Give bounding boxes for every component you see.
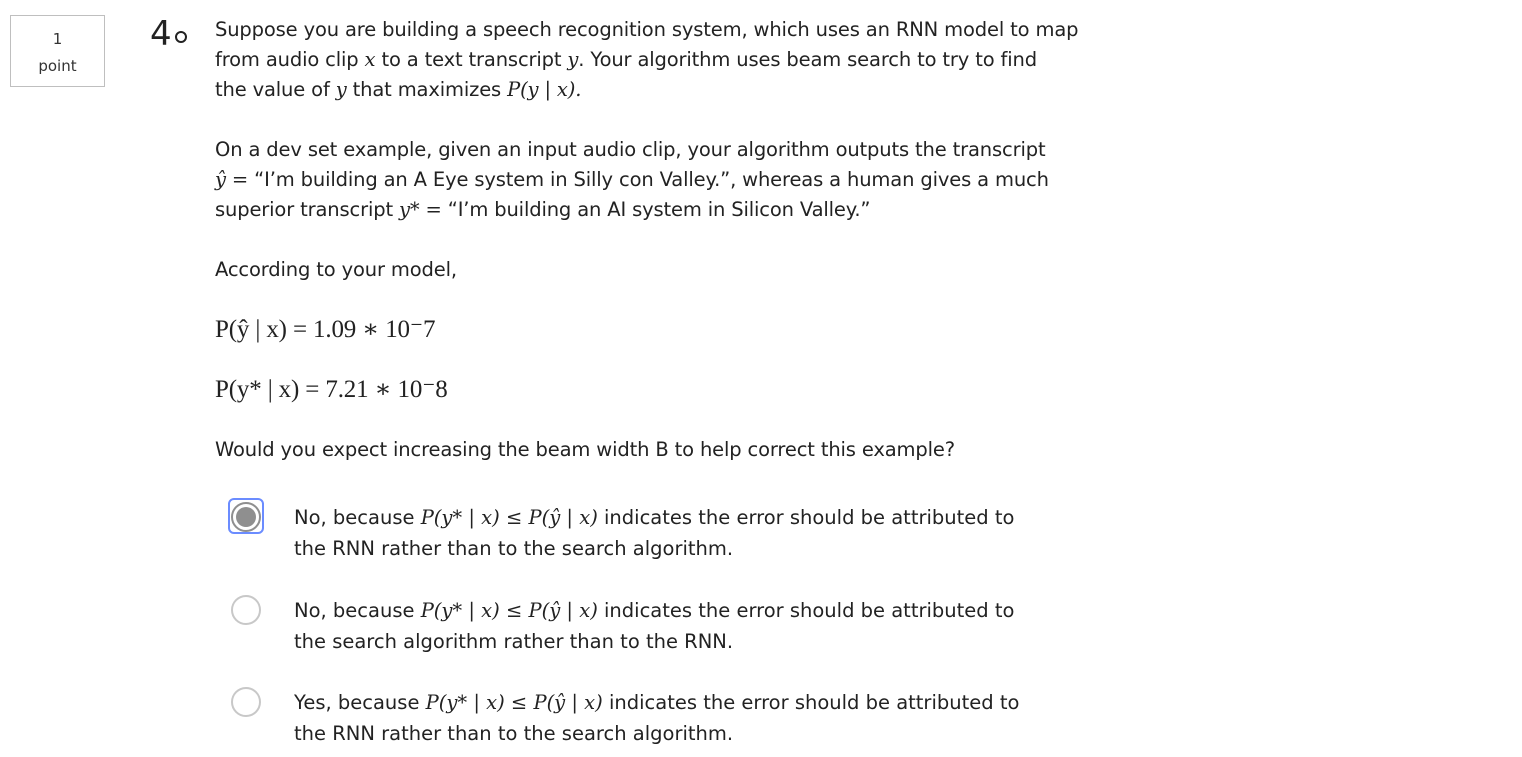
option-2-prefix: No, because [294,599,421,622]
dev-text-1: On a dev set example, given an input audio clip, your algorithm outputs the transcript [215,138,1046,161]
option-3-prefix: Yes, because [294,691,426,714]
intro-line-3 [215,75,1115,105]
points-box [10,15,105,87]
points-label: point [38,57,77,75]
dev-line-2 [215,165,1115,195]
intro-text-2b: to a text transcript [375,48,568,71]
dev-text-3a: superior transcript [215,198,399,221]
option-3-suffix: indicates the error should be attributed to [602,691,1020,714]
intro-line-2 [215,45,1115,75]
equation-1-text: P(ŷ | x) = 1.09 ∗ 10⁻7 [215,316,436,343]
option-3-line2: the RNN rather than to the search algorithm. [294,722,734,745]
option-1-prefix: No, because [294,506,421,529]
math-x: x [364,48,376,71]
math-y-hat: ŷ = [215,168,255,191]
option-1-suffix: indicates the error should be attributed to [597,506,1015,529]
according-text: According to your model, [215,258,457,281]
question-body [215,15,1115,465]
equation-1 [215,315,1115,345]
radio-button[interactable] [231,595,261,625]
math-p-y-given-x: P(y | x). [507,78,582,101]
option-2-suffix: indicates the error should be attributed to [597,599,1015,622]
math-y-2: y [335,78,347,101]
equation-2-text: P(y* | x) = 7.21 ∗ 10⁻8 [215,376,448,403]
option-1-text[interactable] [294,502,1114,564]
question-number-dot [175,31,187,43]
option-2-line2: the search algorithm rather than to the RNN. [294,630,734,653]
question-number-text: 4 [150,14,172,54]
prompt-line [215,435,1115,465]
dev-line-1 [215,135,1115,165]
dev-text-2: “I’m building an A Eye system in Silly con Valley.”, whereas a human gives a much [254,168,1049,191]
option-3-math: P(y* | x) ≤ P(ŷ | x) [425,691,603,714]
intro-text-3b: that maximizes [346,78,508,101]
option-2-text[interactable] [294,595,1114,657]
equation-2 [215,375,1115,405]
intro-line-1 [215,15,1115,45]
option-1-math: P(y* | x) ≤ P(ŷ | x) [420,506,598,529]
option-3-text[interactable] [294,687,1114,749]
math-y-star: y* = [398,198,448,221]
radio-button[interactable] [231,687,261,717]
dev-line-3 [215,195,1115,225]
intro-text-1: Suppose you are building a speech recognition system, which uses an RNN model to map [215,18,1079,41]
dev-text-3b: “I’m building an AI system in Silicon Valley.” [447,198,871,221]
option-2-math: P(y* | x) ≤ P(ŷ | x) [420,599,598,622]
intro-text-3a: the value of [215,78,336,101]
intro-text-2a: from audio clip [215,48,365,71]
intro-text-2c: . Your algorithm uses beam search to try to find [578,48,1037,71]
points-value: 1 [52,30,63,48]
option-1-line2: the RNN rather than to the search algorithm. [294,537,734,560]
radio-button-selected[interactable] [231,502,261,532]
question-number [150,14,187,54]
according-line [215,255,1115,285]
math-y: y [567,48,579,71]
prompt-text: Would you expect increasing the beam width B to help correct this example? [215,438,955,461]
